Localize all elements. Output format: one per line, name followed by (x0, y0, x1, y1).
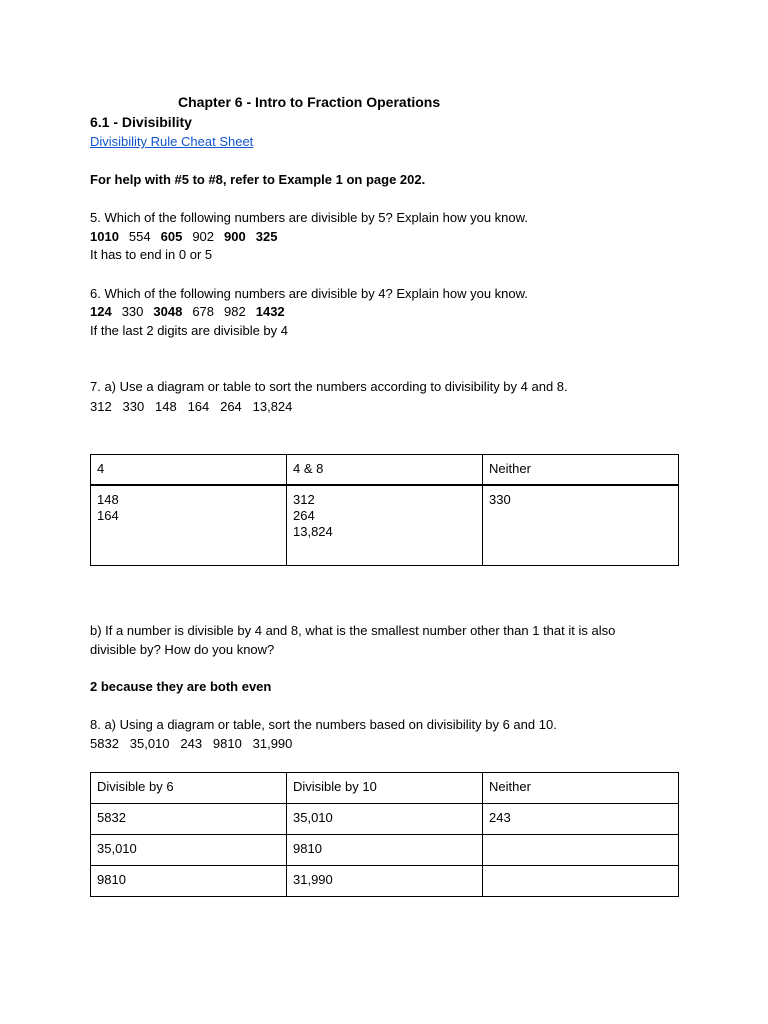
table-cell (91, 485, 287, 566)
q5-numbers (90, 229, 287, 245)
table-row (91, 485, 679, 566)
number-item: 325 (255, 229, 278, 244)
table-cell: 35,010 (287, 804, 483, 835)
cell-value: 148 (97, 492, 119, 507)
chapter-title: Chapter 6 - Intro to Fraction Operations (178, 94, 441, 110)
number-item: 1010 (90, 229, 119, 244)
cell-value: 13,824 (293, 524, 333, 539)
table-cell: 5832 (91, 804, 287, 835)
table-header-cell: 4 & 8 (287, 455, 483, 486)
q8-question: 8. a) Using a diagram or table, sort the numbers based on divisibility by 6 and 10. (90, 717, 557, 732)
table-header-row (91, 455, 679, 486)
cell-value: 264 (293, 508, 315, 523)
q6-numbers (90, 304, 295, 320)
q5-answer: It has to end in 0 or 5 (90, 247, 213, 262)
table-row (91, 804, 679, 835)
q8-table (90, 772, 679, 897)
q7b-question-line2: divisible by? How do you know? (90, 642, 275, 657)
q8-numbers: 5832 35,010 243 9810 31,990 (90, 736, 293, 751)
q7b-answer: 2 because they are both even (90, 679, 272, 694)
number-item: 554 (128, 229, 151, 244)
table-cell: 243 (483, 804, 679, 835)
table-header-row (91, 773, 679, 804)
number-item: 678 (192, 304, 215, 319)
table-header-cell: Divisible by 10 (287, 773, 483, 804)
number-item: 902 (192, 229, 215, 244)
table-header-cell: Neither (483, 773, 679, 804)
table-cell: 9810 (91, 866, 287, 897)
table-row (91, 866, 679, 897)
table-row (91, 835, 679, 866)
cell-value: 330 (489, 492, 511, 507)
number-item: 1432 (255, 304, 285, 319)
number-item: 605 (160, 229, 183, 244)
table-cell (483, 835, 679, 866)
q7-numbers: 312 330 148 164 264 13,824 (90, 399, 293, 414)
table-cell: 9810 (287, 835, 483, 866)
table-header-cell: Neither (483, 455, 679, 486)
table-cell (483, 866, 679, 897)
cell-value: 312 (293, 492, 315, 507)
number-item: 330 (121, 304, 144, 319)
table-cell: 31,990 (287, 866, 483, 897)
help-note: For help with #5 to #8, refer to Example 1 on page 202. (90, 172, 426, 187)
q7-table (90, 454, 679, 566)
section-title: 6.1 - Divisibility (90, 114, 192, 130)
q7-question: 7. a) Use a diagram or table to sort the numbers according to divisibility by 4 and 8. (90, 379, 568, 394)
table-cell: 35,010 (91, 835, 287, 866)
table-cell (483, 485, 679, 566)
q6-answer: If the last 2 digits are divisible by 4 (90, 323, 288, 338)
cheat-sheet-link[interactable]: Divisibility Rule Cheat Sheet (90, 134, 254, 149)
number-item: 3048 (153, 304, 183, 319)
number-item: 124 (90, 304, 112, 319)
cell-value: 164 (97, 508, 119, 523)
number-item: 900 (224, 229, 246, 244)
q6-question: 6. Which of the following numbers are divisible by 4? Explain how you know. (90, 286, 528, 301)
q7b-question-line1: b) If a number is divisible by 4 and 8, what is the smallest number other than 1 that it is also (90, 623, 616, 638)
table-header-cell: Divisible by 6 (91, 773, 287, 804)
table-header-cell: 4 (91, 455, 287, 486)
number-item: 982 (224, 304, 246, 319)
table-cell (287, 485, 483, 566)
q5-question: 5. Which of the following numbers are divisible by 5? Explain how you know. (90, 210, 528, 225)
